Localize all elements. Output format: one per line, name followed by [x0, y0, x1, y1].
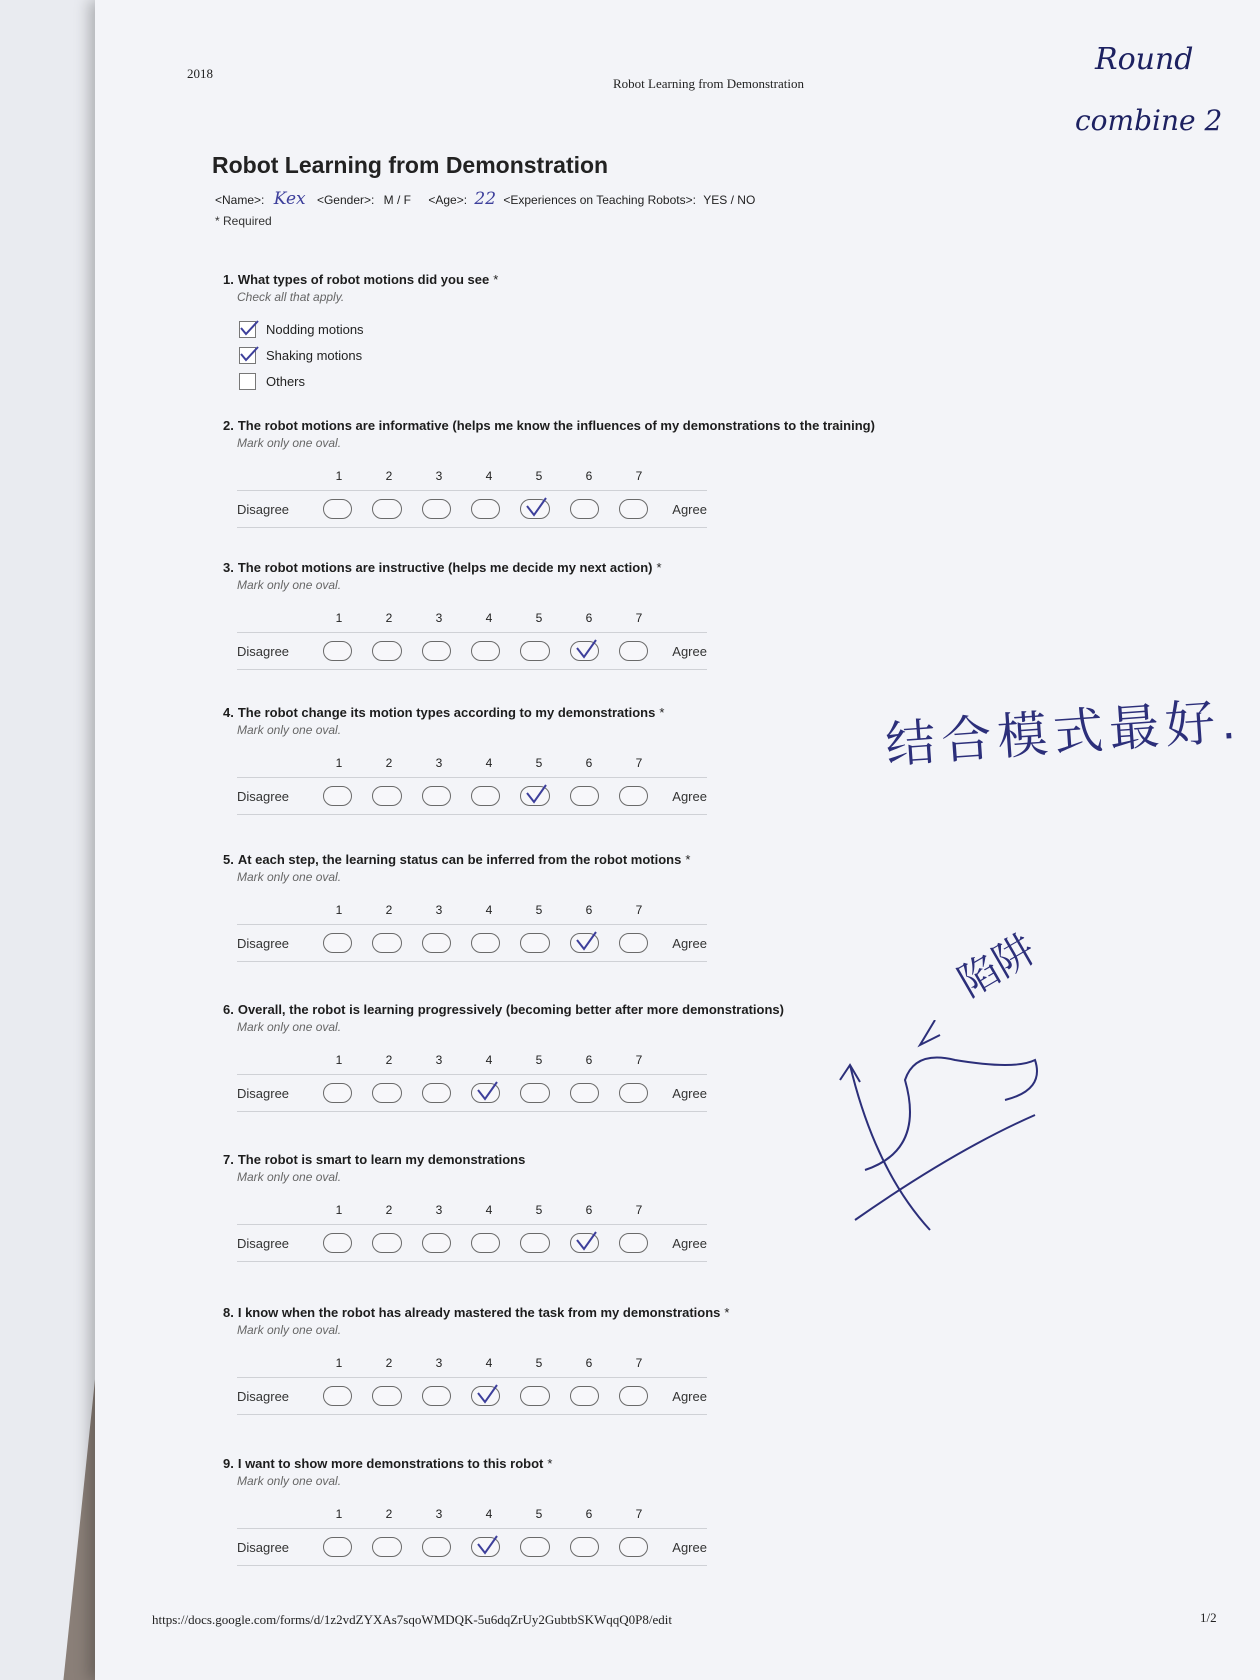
scale-number: 7 [635, 1053, 643, 1067]
oval-option-7[interactable] [619, 1083, 648, 1103]
oval-option-7[interactable] [619, 499, 648, 519]
oval-option-6[interactable] [570, 641, 599, 661]
rating-scale [237, 1196, 707, 1262]
scale-number: 5 [535, 1507, 543, 1521]
scale-number: 4 [485, 611, 493, 625]
handwritten-combine: combine 2 [1075, 104, 1223, 137]
check-icon [238, 344, 260, 366]
question-3 [223, 560, 943, 670]
scale-number: 7 [635, 469, 643, 483]
scale-number: 2 [385, 903, 393, 917]
oval-option-1[interactable] [323, 1386, 352, 1406]
agree-label: Agree [672, 1085, 707, 1101]
disagree-label: Disagree [237, 643, 290, 659]
experience-label: <Experiences on Teaching Robots>: [503, 193, 696, 207]
scale-number: 5 [535, 756, 543, 770]
scale-number: 7 [635, 1203, 643, 1217]
scale-numbers [237, 749, 707, 777]
question-help: Mark only one oval. [237, 578, 342, 592]
question-2 [223, 418, 943, 528]
check-icon [475, 1382, 501, 1408]
oval-option-2[interactable] [372, 1083, 401, 1103]
scale-number: 2 [385, 756, 393, 770]
check-icon [475, 1079, 501, 1105]
agree-label: Agree [672, 935, 707, 951]
oval-option-1[interactable] [323, 499, 352, 519]
scale-number: 5 [535, 469, 543, 483]
scale-number: 7 [635, 756, 643, 770]
scale-row [237, 1528, 707, 1566]
oval-option-7[interactable] [619, 1386, 648, 1406]
scale-number: 4 [485, 1203, 493, 1217]
scale-numbers [237, 604, 707, 632]
oval-option-3[interactable] [422, 786, 451, 806]
option-nodding[interactable]: Nodding motions [239, 316, 943, 342]
question-help: Mark only one oval. [237, 1323, 342, 1337]
age-label: <Age>: [428, 193, 468, 207]
scale-number: 3 [435, 611, 443, 625]
scale-number: 5 [535, 611, 543, 625]
oval-option-5[interactable] [520, 641, 549, 661]
survey-page [95, 0, 1260, 1680]
oval-option-5[interactable] [520, 499, 549, 519]
scale-number: 3 [435, 756, 443, 770]
scale-row [237, 1224, 707, 1262]
scale-number: 2 [385, 1507, 393, 1521]
scale-number: 7 [635, 1356, 643, 1370]
oval-option-6[interactable] [570, 1386, 599, 1406]
scale-number: 3 [435, 1053, 443, 1067]
header-date: 2018 [187, 66, 213, 81]
handwritten-round: Round [1095, 42, 1194, 77]
question-title: 3. The robot motions are instructive (helps me decide my next action) * [223, 560, 662, 575]
scale-number: 3 [435, 469, 443, 483]
scale-number: 6 [585, 1507, 593, 1521]
disagree-label: Disagree [237, 1085, 290, 1101]
oval-option-5[interactable] [520, 1537, 549, 1557]
scale-number: 6 [585, 611, 593, 625]
scale-number: 4 [485, 1507, 493, 1521]
scale-number: 1 [335, 611, 343, 625]
oval-option-3[interactable] [422, 933, 451, 953]
oval-option-4[interactable] [471, 786, 500, 806]
name-value: Kex [273, 189, 306, 209]
scale-number: 5 [535, 903, 543, 917]
oval-option-1[interactable] [323, 641, 352, 661]
question-8 [223, 1305, 943, 1415]
question-help: Mark only one oval. [237, 1170, 342, 1184]
oval-option-1[interactable] [323, 933, 352, 953]
scale-number: 6 [585, 1203, 593, 1217]
scale-number: 5 [535, 1356, 543, 1370]
oval-option-4[interactable] [471, 1233, 500, 1253]
scale-number: 7 [635, 903, 643, 917]
scale-numbers [237, 896, 707, 924]
oval-option-1[interactable] [323, 1537, 352, 1557]
question-help: Mark only one oval. [237, 1474, 342, 1488]
agree-label: Agree [672, 501, 707, 517]
rating-scale [237, 749, 707, 815]
oval-option-3[interactable] [422, 1537, 451, 1557]
oval-option-7[interactable] [619, 1537, 648, 1557]
oval-option-2[interactable] [372, 1233, 401, 1253]
oval-option-2[interactable] [372, 786, 401, 806]
oval-option-1[interactable] [323, 1083, 352, 1103]
option-shaking[interactable]: Shaking motions [239, 342, 943, 368]
question-4 [223, 705, 943, 815]
scale-number: 7 [635, 1507, 643, 1521]
scale-numbers [237, 1196, 707, 1224]
oval-option-3[interactable] [422, 1233, 451, 1253]
scale-number: 4 [485, 1356, 493, 1370]
oval-option-5[interactable] [520, 933, 549, 953]
oval-option-2[interactable] [372, 641, 401, 661]
oval-option-4[interactable] [471, 933, 500, 953]
scale-numbers [237, 462, 707, 490]
scale-number: 2 [385, 611, 393, 625]
scale-numbers [237, 1349, 707, 1377]
checkbox-shaking[interactable] [239, 347, 256, 364]
scale-number: 1 [335, 1356, 343, 1370]
oval-option-6[interactable] [570, 933, 599, 953]
disagree-label: Disagree [237, 1235, 290, 1251]
rating-scale [237, 1046, 707, 1112]
footer-url: https://docs.google.com/forms/d/1z2vdZYXAs7sqoWMDQK-5u6dqZrUy2GubtbSKWqqQ0P8/edit [152, 1612, 672, 1627]
checkbox-others[interactable] [239, 373, 256, 390]
scale-number: 5 [535, 1053, 543, 1067]
oval-option-7[interactable] [619, 1233, 648, 1253]
rating-scale [237, 1349, 707, 1415]
gender-options: M / F [383, 193, 411, 207]
oval-option-6[interactable] [570, 499, 599, 519]
scale-number: 3 [435, 903, 443, 917]
required-note: * Required [215, 214, 272, 228]
scale-number: 3 [435, 1507, 443, 1521]
scale-row [237, 924, 707, 962]
oval-option-4[interactable] [471, 1083, 500, 1103]
check-icon [574, 1229, 600, 1255]
rating-scale [237, 1500, 707, 1566]
oval-option-7[interactable] [619, 786, 648, 806]
scale-numbers [237, 1500, 707, 1528]
oval-option-1[interactable] [323, 1233, 352, 1253]
question-title: 7. The robot is smart to learn my demonstrations [223, 1152, 526, 1167]
scale-number: 1 [335, 1203, 343, 1217]
question-title: 6. Overall, the robot is learning progressively (becoming better after more demonstrations) [223, 1002, 784, 1017]
handwritten-chinese-note-2: 陷阱 [951, 927, 1043, 1006]
handwritten-sketch [835, 1020, 1065, 1240]
oval-option-1[interactable] [323, 786, 352, 806]
oval-option-5[interactable] [520, 1386, 549, 1406]
experience-options: YES / NO [703, 193, 756, 207]
scale-number: 6 [585, 756, 593, 770]
respondent-info [215, 189, 755, 209]
checkbox-nodding[interactable] [239, 321, 256, 338]
agree-label: Agree [672, 788, 707, 804]
oval-option-4[interactable] [471, 499, 500, 519]
scale-number: 7 [635, 611, 643, 625]
oval-option-4[interactable] [471, 641, 500, 661]
check-icon [524, 782, 550, 808]
oval-option-3[interactable] [422, 1083, 451, 1103]
name-label: <Name>: [215, 193, 265, 207]
disagree-label: Disagree [237, 1539, 290, 1555]
question-title: 4. The robot change its motion types according to my demonstrations * [223, 705, 665, 720]
question-1 [223, 272, 943, 394]
disagree-label: Disagree [237, 935, 290, 951]
oval-option-4[interactable] [471, 1386, 500, 1406]
oval-option-3[interactable] [422, 641, 451, 661]
check-icon [524, 495, 550, 521]
scale-number: 1 [335, 903, 343, 917]
header-running-title: Robot Learning from Demonstration [613, 76, 804, 91]
agree-label: Agree [672, 1388, 707, 1404]
age-value: 22 [474, 189, 497, 209]
scale-number: 6 [585, 1053, 593, 1067]
scale-number: 3 [435, 1356, 443, 1370]
scale-number: 6 [585, 469, 593, 483]
question-title: 5. At each step, the learning status can be inferred from the robot motions * [223, 852, 691, 867]
scale-number: 1 [335, 1507, 343, 1521]
disagree-label: Disagree [237, 1388, 290, 1404]
question-5 [223, 852, 943, 962]
disagree-label: Disagree [237, 788, 290, 804]
form-title: Robot Learning from Demonstration [212, 152, 609, 178]
question-help: Mark only one oval. [237, 723, 342, 737]
scale-row [237, 777, 707, 815]
oval-option-2[interactable] [372, 499, 401, 519]
oval-option-3[interactable] [422, 1386, 451, 1406]
agree-label: Agree [672, 1539, 707, 1555]
scale-row [237, 632, 707, 670]
scale-numbers [237, 1046, 707, 1074]
scale-number: 1 [335, 1053, 343, 1067]
scale-number: 3 [435, 1203, 443, 1217]
scale-number: 1 [335, 469, 343, 483]
checkbox-group [239, 316, 943, 394]
check-icon [475, 1533, 501, 1559]
question-help: Mark only one oval. [237, 1020, 342, 1034]
oval-option-6[interactable] [570, 786, 599, 806]
oval-option-7[interactable] [619, 933, 648, 953]
rating-scale [237, 462, 707, 528]
scale-row [237, 490, 707, 528]
rating-scale [237, 896, 707, 962]
oval-option-5[interactable] [520, 786, 549, 806]
oval-option-2[interactable] [372, 933, 401, 953]
agree-label: Agree [672, 1235, 707, 1251]
oval-option-2[interactable] [372, 1386, 401, 1406]
scale-number: 2 [385, 1356, 393, 1370]
oval-option-5[interactable] [520, 1083, 549, 1103]
scale-number: 4 [485, 469, 493, 483]
scale-number: 4 [485, 903, 493, 917]
question-title: 9. I want to show more demonstrations to this robot * [223, 1456, 553, 1471]
scale-number: 1 [335, 756, 343, 770]
oval-option-5[interactable] [520, 1233, 549, 1253]
handwritten-chinese-note: 结合模式最好. [883, 692, 1243, 774]
scale-number: 6 [585, 903, 593, 917]
scale-row [237, 1377, 707, 1415]
question-9 [223, 1456, 943, 1566]
oval-option-4[interactable] [471, 1537, 500, 1557]
gender-label: <Gender>: [316, 193, 375, 207]
scale-number: 4 [485, 1053, 493, 1067]
option-others[interactable]: Others [239, 368, 943, 394]
scale-number: 4 [485, 756, 493, 770]
check-icon [574, 929, 600, 955]
scale-number: 6 [585, 1356, 593, 1370]
oval-option-2[interactable] [372, 1537, 401, 1557]
scale-number: 5 [535, 1203, 543, 1217]
question-title: 8. I know when the robot has already mastered the task from my demonstrations * [223, 1305, 730, 1320]
check-icon [574, 637, 600, 663]
question-help: Check all that apply. [237, 290, 345, 304]
question-help: Mark only one oval. [237, 870, 342, 884]
scale-number: 2 [385, 1203, 393, 1217]
disagree-label: Disagree [237, 501, 290, 517]
scale-number: 2 [385, 1053, 393, 1067]
scale-row [237, 1074, 707, 1112]
scale-number: 2 [385, 469, 393, 483]
oval-option-3[interactable] [422, 499, 451, 519]
rating-scale [237, 604, 707, 670]
agree-label: Agree [672, 643, 707, 659]
footer-page-number: 1/2 [1200, 1610, 1217, 1625]
oval-option-7[interactable] [619, 641, 648, 661]
oval-option-6[interactable] [570, 1083, 599, 1103]
check-icon [238, 318, 260, 340]
question-title: 2. The robot motions are informative (helps me know the influences of my demonstrations to the training) [223, 418, 875, 433]
question-title: 1. What types of robot motions did you see * [223, 272, 499, 287]
question-help: Mark only one oval. [237, 436, 342, 450]
oval-option-6[interactable] [570, 1537, 599, 1557]
oval-option-6[interactable] [570, 1233, 599, 1253]
